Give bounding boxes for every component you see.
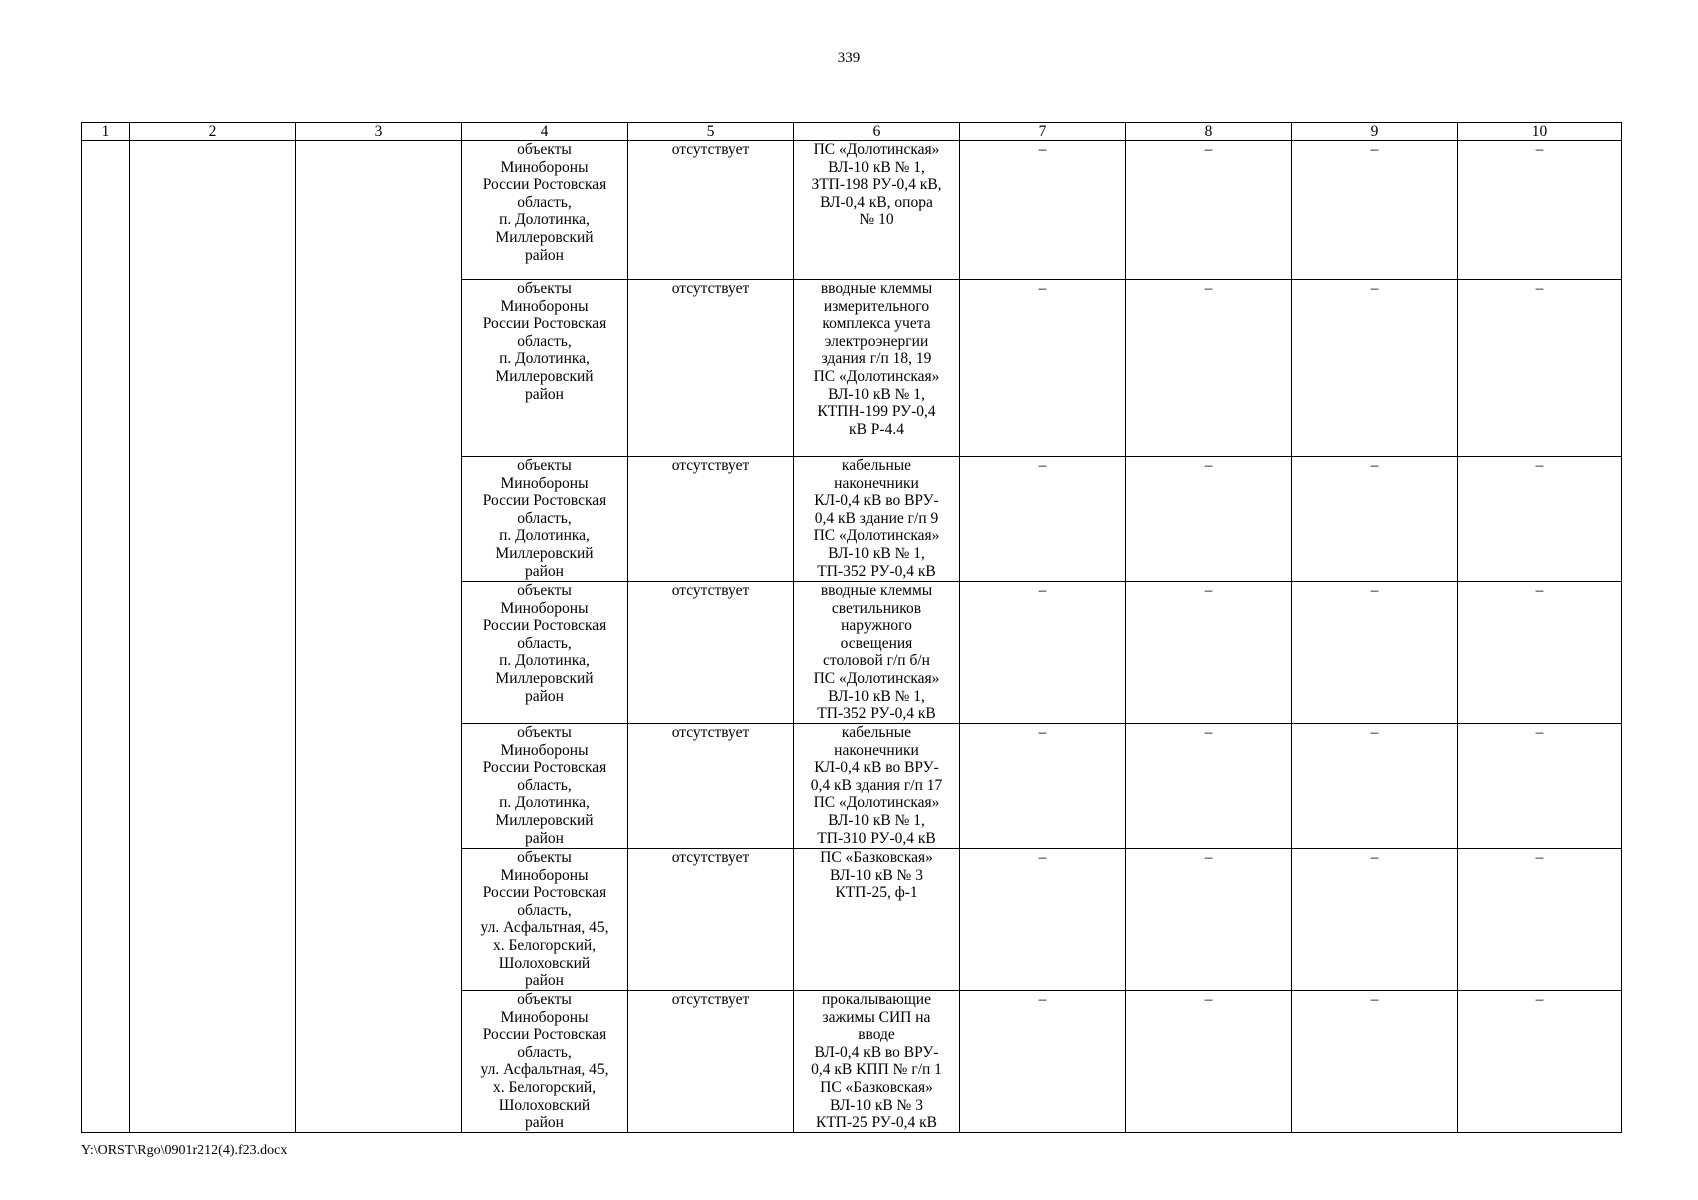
data-table [81,122,1622,1133]
cell-connection-point: кабельные наконечники КЛ-0,4 кВ во ВРУ- 0,4 кВ здание г/п 9 ПС «Долотинская» ВЛ-10 кВ № 1, ТП-352 РУ-0,4 кВ [794,457,960,582]
cell-location: объекты Минобороны России Ростовская область, ул. Асфальтная, 45, х. Белогорский, Шолоховский район [462,991,628,1133]
column-header: 9 [1292,123,1458,141]
cell-connection-point: вводные клеммы измерительного комплекса учета электроэнергии здания г/п 18, 19 ПС «Долотинская» ВЛ-10 кВ № 1, КТПН-199 РУ-0,4 кВ Р-4.4 [794,280,960,457]
cell-dash: – [960,724,1126,849]
cell-location: объекты Минобороны России Ростовская область, п. Долотинка, Миллеровский район [462,280,628,457]
column-header: 2 [130,123,296,141]
cell-status: отсутствует [628,280,794,457]
cell-dash: – [1126,724,1292,849]
cell-dash: – [1458,582,1622,724]
cell-status: отсутствует [628,724,794,849]
cell-dash: – [1292,582,1458,724]
page-number: 339 [837,50,861,66]
cell-dash: – [1458,280,1622,457]
cell-status: отсутствует [628,457,794,582]
cell-dash: – [1458,724,1622,849]
cell-connection-point: кабельные наконечники КЛ-0,4 кВ во ВРУ- 0,4 кВ здания г/п 17 ПС «Долотинская» ВЛ-10 кВ № 1, ТП-310 РУ-0,4 кВ [794,724,960,849]
cell-dash: – [1126,141,1292,280]
column-header: 7 [960,123,1126,141]
cell-dash: – [1126,991,1292,1133]
cell-dash: – [960,280,1126,457]
cell-dash: – [960,457,1126,582]
cell-connection-point: вводные клеммы светильников наружного освещения столовой г/п б/н ПС «Долотинская» ВЛ-10 кВ № 1, ТП-352 РУ-0,4 кВ [794,582,960,724]
cell-col3-merged [296,141,462,1133]
column-header: 8 [1126,123,1292,141]
table-row [82,141,1622,280]
column-header: 3 [296,123,462,141]
column-header: 4 [462,123,628,141]
cell-dash: – [1126,457,1292,582]
cell-dash: – [1292,849,1458,991]
cell-dash: – [960,141,1126,280]
column-header: 5 [628,123,794,141]
cell-dash: – [960,849,1126,991]
cell-status: отсутствует [628,141,794,280]
cell-dash: – [1292,457,1458,582]
cell-dash: – [1458,849,1622,991]
cell-col1-merged [82,141,130,1133]
cell-location: объекты Минобороны России Ростовская область, п. Долотинка, Миллеровский район [462,582,628,724]
cell-dash: – [960,991,1126,1133]
cell-dash: – [1292,991,1458,1133]
cell-dash: – [1126,280,1292,457]
cell-col2-merged [130,141,296,1133]
cell-dash: – [1292,724,1458,849]
column-header: 10 [1458,123,1622,141]
cell-location: объекты Минобороны России Ростовская область, п. Долотинка, Миллеровский район [462,141,628,280]
column-header: 6 [794,123,960,141]
cell-connection-point: прокалывающие зажимы СИП на вводе ВЛ-0,4 кВ во ВРУ- 0,4 кВ КПП № г/п 1 ПС «Базковская» ВЛ-10 кВ № 3 КТП-25 РУ-0,4 кВ [794,991,960,1133]
cell-dash: – [1458,991,1622,1133]
header-row [82,123,1622,141]
column-header: 1 [82,123,130,141]
cell-dash: – [1458,457,1622,582]
cell-status: отсутствует [628,582,794,724]
cell-dash: – [1126,849,1292,991]
cell-connection-point: ПС «Базковская» ВЛ-10 кВ № 3 КТП-25, ф-1 [794,849,960,991]
cell-dash: – [1126,582,1292,724]
cell-dash: – [960,582,1126,724]
cell-status: отсутствует [628,991,794,1133]
cell-status: отсутствует [628,849,794,991]
cell-dash: – [1292,141,1458,280]
file-path: Y:\ORST\Rgo\0901r212(4).f23.docx [81,1143,288,1158]
cell-location: объекты Минобороны России Ростовская область, п. Долотинка, Миллеровский район [462,724,628,849]
cell-dash: – [1458,141,1622,280]
cell-connection-point: ПС «Долотинская» ВЛ-10 кВ № 1, ЗТП-198 РУ-0,4 кВ, ВЛ-0,4 кВ, опора № 10 [794,141,960,280]
cell-location: объекты Минобороны России Ростовская область, п. Долотинка, Миллеровский район [462,457,628,582]
cell-location: объекты Минобороны России Ростовская область, ул. Асфальтная, 45, х. Белогорский, Шолоховский район [462,849,628,991]
cell-dash: – [1292,280,1458,457]
